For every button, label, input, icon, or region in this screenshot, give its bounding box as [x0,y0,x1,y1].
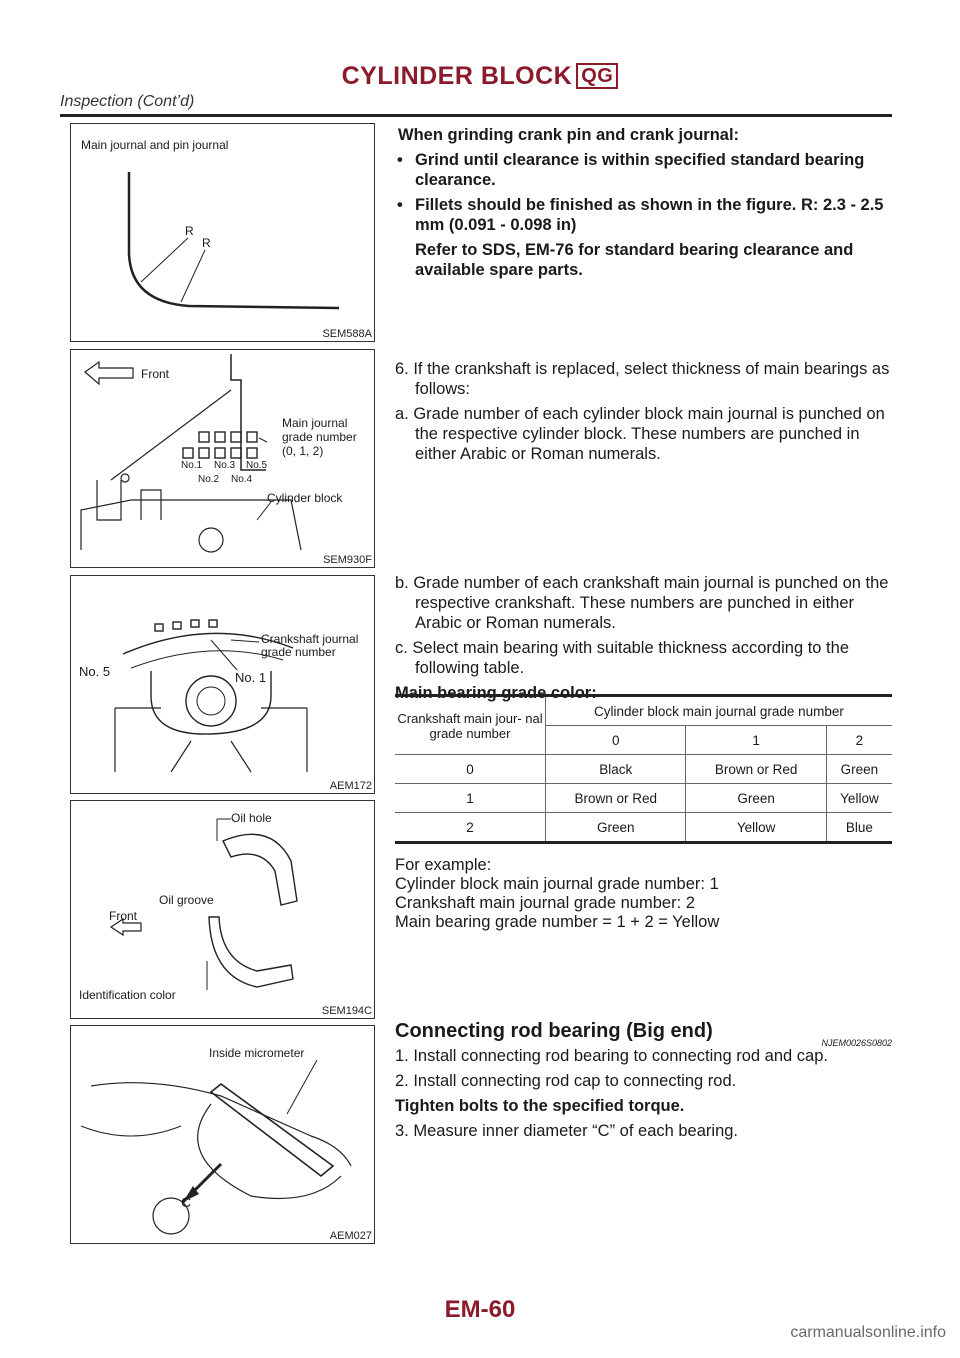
table-col-header: Cylinder block main journal grade number [546,696,893,726]
cj-line1: Crankshaft journal [261,632,359,646]
figure-code: SEM930F [323,554,372,566]
table-cell: Black [546,755,686,784]
table-cell: Yellow [686,813,826,843]
example-l1: For example: [395,856,492,874]
fig-label-c: C [181,1194,192,1210]
fig-label-oil-groove: Oil groove [159,893,214,907]
figure-inside-micrometer [70,1025,375,1244]
figure-code: AEM172 [329,780,372,792]
figure-fillet [70,123,375,342]
figure-main-journal-grade [70,349,375,568]
crankshaft-diagram [71,576,374,793]
fig-label-r1: R [185,224,194,238]
fig-label-no3: No.3 [214,460,236,471]
fig-label-title: Main journal and pin journal [81,138,229,152]
cylinder-block-diagram [71,350,374,567]
fig-label-no1: No.1 [181,460,203,471]
fig-label-no5: No.5 [246,460,268,471]
row-grade: 0 [395,755,546,784]
figure-bearing-identification [70,800,375,1019]
table-cell: Blue [845,819,873,835]
figure-code: SEM588A [322,328,372,340]
fig-label-no1: No. 1 [235,670,267,685]
section4-block [395,1020,892,1141]
refer-sds: Refer to SDS, EM-76 for standard bearing clearance and available spare parts. [415,241,854,279]
fillet-diagram [71,124,374,341]
page-subtitle: Inspection (Cont’d) [60,93,195,110]
table-cell: Yellow [826,784,892,813]
table-row [395,755,892,784]
section3-block [395,573,892,703]
table-title: Main bearing grade color: [395,684,597,702]
bullet-mark: • [397,151,403,169]
connecting-rod-heading: Connecting rod bearing (Big end) [395,1020,713,1042]
step-c: c. Select main bearing with suitable thickness according to the following table. [395,639,849,677]
page-number: EM-60 [444,1296,516,1323]
grade-line1: Main journal [282,416,348,430]
step-b: b. Grade number of each crankshaft main journal is punched on the respective crankshaft. These numbers are punched in either Arabic or Roman numerals. [395,574,889,632]
fig-label-id-color: Identification color [79,988,176,1002]
row-grade: 2 [395,813,546,843]
cj-line2: grade number [261,645,336,659]
step-1: 1. Install connecting rod bearing to connecting rod and cap. [395,1047,828,1065]
fig-label-no4: No.4 [231,474,253,485]
bullet-fillets [397,195,892,235]
section-title: CYLINDER BLOCK [341,62,573,90]
fig-label-oil-hole: Oil hole [231,811,272,825]
section2-block [395,359,892,464]
header-divider [60,114,892,117]
example-l2: Cylinder block main journal grade number: 1 [395,875,719,893]
fig-label-crank-journal [261,633,358,659]
row-grade: 1 [395,784,546,813]
table-row-header: Crankshaft main jour- nal grade number [395,696,546,755]
bullet-text: Grind until clearance is within specified standard bearing clearance. [415,151,865,189]
torque-note: Tighten bolts to the specified torque. [395,1097,685,1115]
bullet-mark: • [397,196,403,214]
fig-label-front: Front [141,367,170,381]
fig-label-no2: No.2 [198,474,220,485]
col-grade-2: 2 [826,726,892,755]
table-row [395,813,892,843]
figure-code: AEM027 [329,1230,372,1242]
grade-line2: grade number [282,430,357,444]
page-title [0,62,960,91]
table-cell: Green [826,755,892,784]
step-3: 3. Measure inner diameter “C” of each bearing. [395,1122,739,1140]
table-cell: Brown or Red [546,784,686,813]
bullet-clearance [397,150,892,190]
grinding-intro: When grinding crank pin and crank journal: [398,126,740,144]
figure-crankshaft-journal-grade [70,575,375,794]
fig-label-no5: No. 5 [79,664,111,679]
fig-label-front: Front [109,909,138,923]
fig-label-block: Cylinder block [267,491,343,505]
fig-label-r2: R [202,236,211,250]
step-6: 6. If the crankshaft is replaced, select thickness of main bearings as follows: [395,360,890,398]
step-2: 2. Install connecting rod cap to connecting rod. [395,1072,737,1090]
fig-label-micrometer: Inside micrometer [209,1046,305,1060]
example-l3: Crankshaft main journal grade number: 2 [395,894,695,912]
step-a: a. Grade number of each cylinder block main journal is punched on the respective cylinder block. These numbers are punched in either Arabic or Roman numerals. [395,405,885,463]
section1-block [397,125,892,280]
col-grade-0: 0 [546,726,686,755]
engine-badge: QG [576,63,618,89]
grade-line3: (0, 1, 2) [282,444,324,458]
col-grade-1: 1 [686,726,826,755]
bullet-text: Fillets should be finished as shown in the figure. R: 2.3 - 2.5 mm (0.091 - 0.098 in) [415,196,884,234]
table-cell: Brown or Red [686,755,826,784]
watermark: carmanualsonline.info [790,1324,946,1341]
table-cell: Green [546,813,686,843]
bearing-grade-table [395,694,892,844]
section-code: NJEM0026S0802 [821,1038,892,1048]
fig-label-grade [282,416,357,458]
table-cell: Green [686,784,826,813]
table-row [395,784,892,813]
example-block [395,856,892,932]
figure-code: SEM194C [321,1005,372,1017]
example-l4: Main bearing grade number = 1 + 2 = Yellow [395,913,720,931]
